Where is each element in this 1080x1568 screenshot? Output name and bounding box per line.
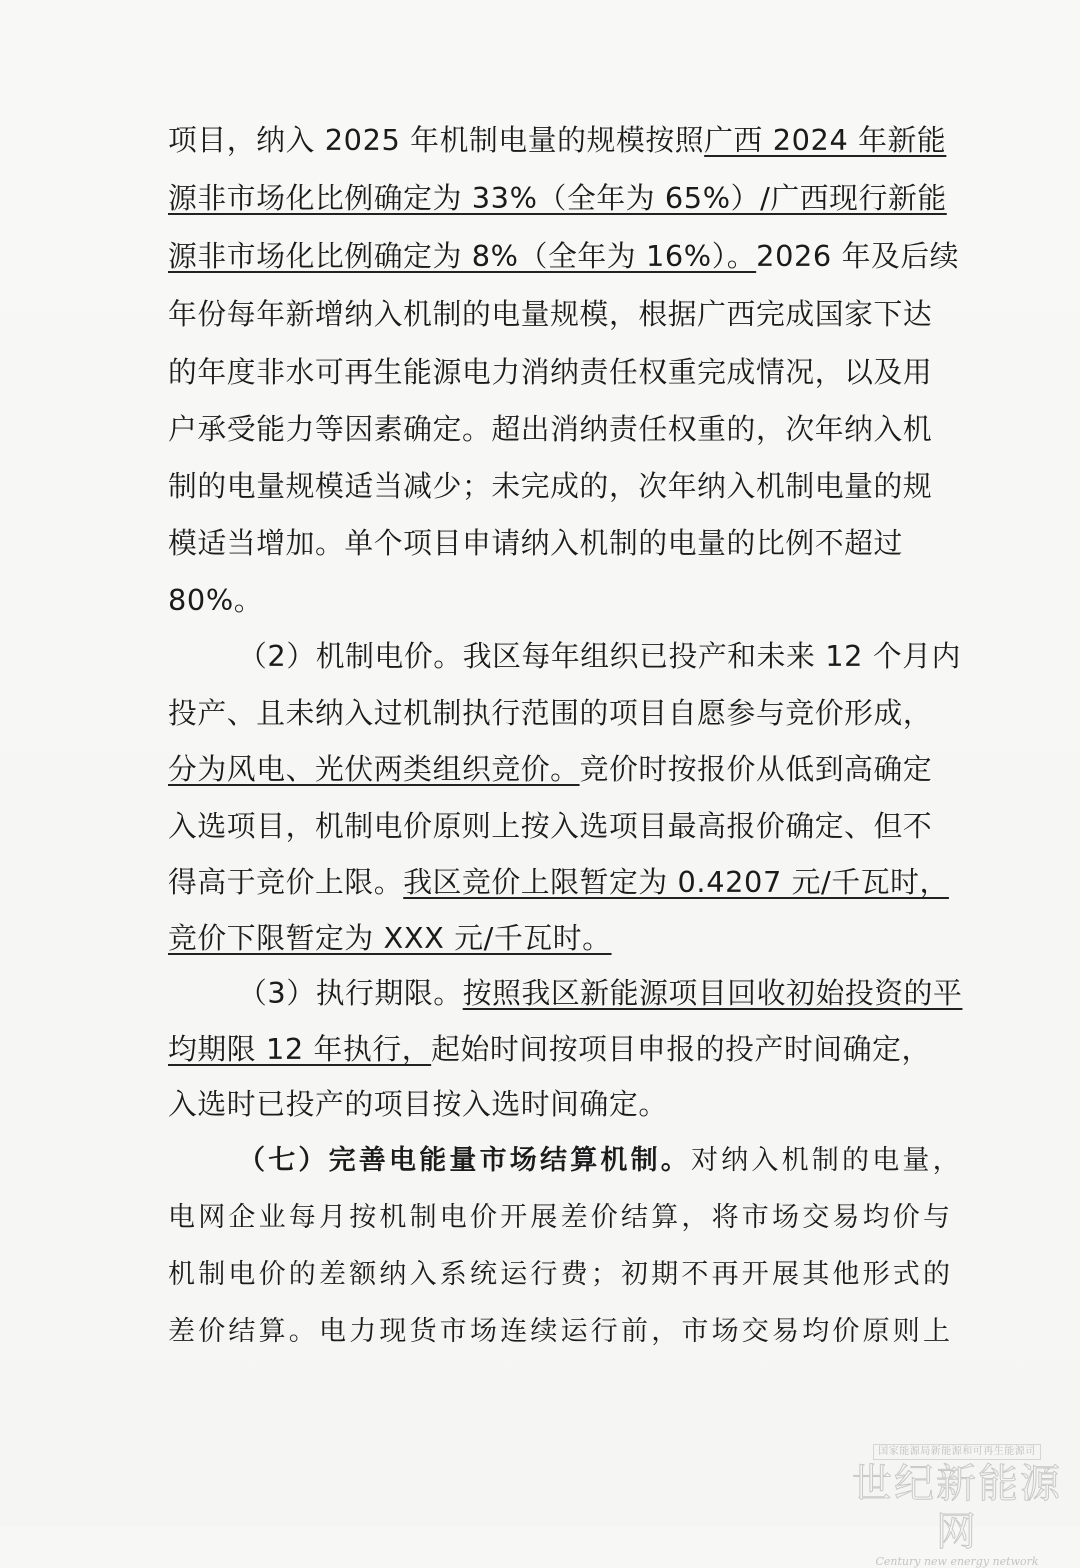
p1-line-5: 的年度非水可再生能源电力消纳责任权重完成情况，以及用	[168, 355, 933, 389]
p4-line-3: 机制电价的差额纳入系统运行费；初期不再开展其他形式的	[168, 1259, 954, 1290]
p2-line-5	[168, 859, 949, 905]
p3-line-3: 入选时已投产的项目按入选时间确定。	[168, 1087, 668, 1121]
p2-line-3	[168, 746, 933, 792]
watermark-top-text: 国家能源局新能源和可再生能源司	[873, 1444, 1041, 1460]
p1-line-3	[168, 233, 960, 279]
p4-line-1-text: 对纳入机制的电量，	[691, 1145, 963, 1176]
p3-line-2	[168, 1026, 931, 1072]
p4-section-heading: （七）完善电能量市场结算机制。	[238, 1145, 691, 1176]
p3-line-2-text: 起始时间按项目申报的投产时间确定，	[431, 1032, 931, 1066]
p1-line-3-underlined: 源非市场化比例确定为 8%（全年为 16%）。	[168, 239, 757, 273]
p1-line-2-underlined: 源非市场化比例确定为 33%（全年为 65%）/广西现行新能	[168, 181, 947, 215]
p2-line-5-underlined: 我区竞价上限暂定为 0.4207 元/千瓦时，	[403, 865, 949, 899]
p1-line-8: 模适当增加。单个项目申请纳入机制的电量的比例不超过	[168, 526, 903, 560]
p3-line-1-text: （3）执行期限。	[238, 976, 463, 1010]
p3-line-1	[238, 970, 963, 1016]
p1-line-3-text: 2026 年及后续	[756, 239, 960, 273]
watermark-main-text: 世纪新能源网	[852, 1461, 1062, 1555]
p1-line-1-underlined: 广西 2024 年新能	[704, 123, 947, 157]
p1-line-1-text: 项目，纳入 2025 年机制电量的规模按照	[168, 123, 705, 157]
p2-line-5-text: 得高于竞价上限。	[168, 865, 404, 899]
p1-line-2	[168, 175, 947, 221]
p4-line-4: 差价结算。电力现货市场连续运行前，市场交易均价原则上	[168, 1316, 954, 1347]
watermark-sub-text: Century new energy network	[875, 1555, 1039, 1568]
p1-line-7: 制的电量规模适当减少；未完成的，次年纳入机制电量的规	[168, 469, 933, 503]
p1-line-9: 80%。	[168, 583, 264, 617]
p4-line-1	[238, 1138, 963, 1184]
p1-line-1	[168, 117, 947, 163]
p1-line-4: 年份每年新增纳入机制的电量规模，根据广西完成国家下达	[168, 297, 933, 331]
p2-line-6-underlined: 竞价下限暂定为 XXX 元/千瓦时。	[168, 921, 612, 955]
p3-line-2-underlined: 均期限 12 年执行，	[168, 1032, 432, 1066]
p2-line-6	[168, 915, 920, 961]
p3-line-1-underlined: 按照我区新能源项目回收初始投资的平	[462, 976, 963, 1010]
p2-line-3-underlined: 分为风电、光伏两类组织竞价。	[168, 752, 580, 786]
p1-line-6: 户承受能力等因素确定。超出消纳责任权重的，次年纳入机	[168, 412, 933, 446]
p2-line-2: 投产、且未纳入过机制执行范围的项目自愿参与竞价形成，	[168, 696, 933, 730]
p2-line-1: （2）机制电价。我区每年组织已投产和未来 12 个月内	[238, 639, 962, 673]
p4-line-2: 电网企业每月按机制电价开展差价结算，将市场交易均价与	[168, 1202, 954, 1233]
p2-line-3-text: 竞价时按报价从低到高确定	[579, 752, 933, 786]
watermark-logo	[852, 1439, 1062, 1568]
p2-line-4: 入选项目，机制电价原则上按入选项目最高报价确定、但不	[168, 809, 933, 843]
